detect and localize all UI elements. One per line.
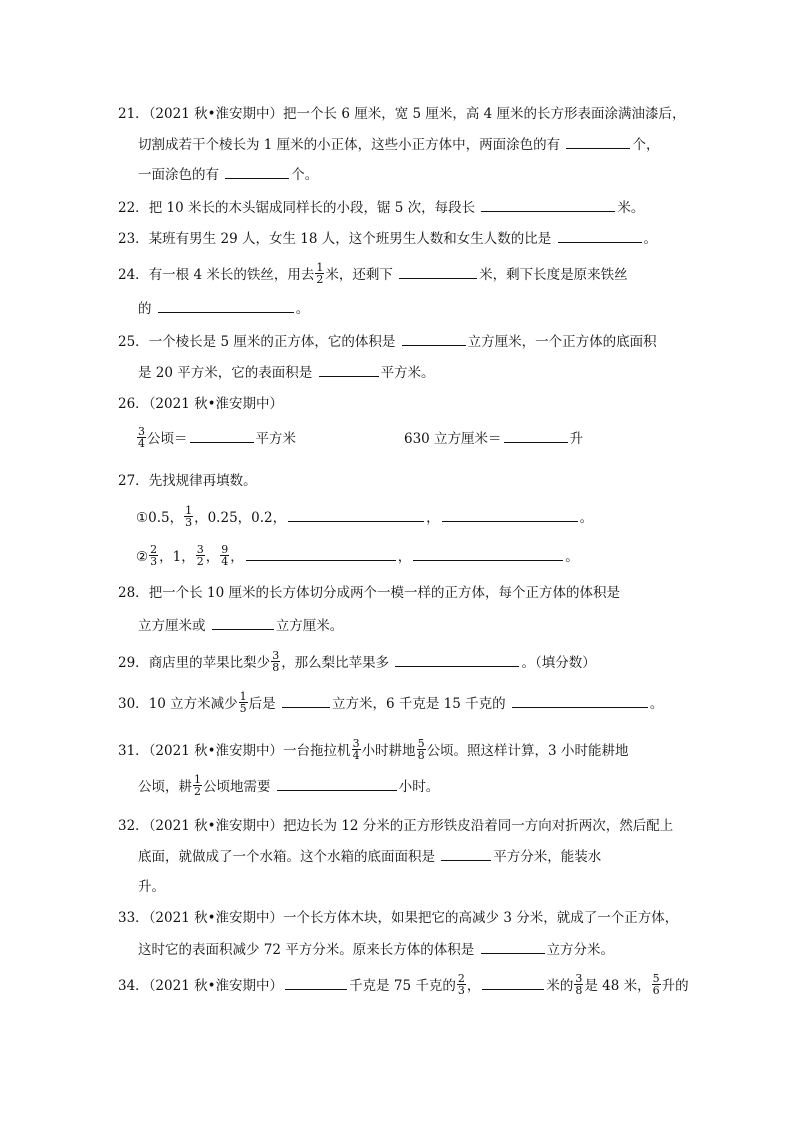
question-text: ，那么梨比苹果多 [281,655,390,671]
sequence-text: ， [205,549,220,565]
question-text: 。 [295,301,310,317]
numerator: 2 [150,543,158,556]
question-text: 米，还剩下 [325,267,393,283]
question-28-line2 [138,615,343,636]
fraction [239,691,248,714]
denominator: 6 [652,984,660,997]
question-text: 小时。 [398,779,440,795]
question-text: 公顷地需要 [203,779,271,795]
sequence-text: 0.5， [148,510,184,526]
answer-blank[interactable] [399,264,477,279]
denominator: 8 [272,661,280,674]
question-text: 有一根 4 米长的铁丝，用去 [148,267,315,283]
question-26 [118,394,283,414]
question-number: 26． [118,396,149,412]
question-text: ， [466,978,481,994]
question-33-line1 [118,908,678,928]
question-28-line1 [118,583,620,603]
question-text: 630 立方厘米＝ [404,431,502,447]
fraction [149,544,158,567]
sequence-text: 。 [579,510,594,526]
answer-blank[interactable] [512,693,648,708]
question-text: 立方米，6 千克是 15 千克的 [331,696,506,712]
question-21-line3 [138,164,318,185]
question-text: 。 [643,231,658,247]
question-number: 30． [118,696,149,712]
question-31-line1 [118,737,629,763]
question-number: 33． [118,910,149,926]
sequence-text: ， [426,510,440,526]
denominator: 3 [457,984,465,997]
question-text: 公顷。照这样计算，3 小时能耕地 [426,743,629,759]
denominator: 4 [221,555,229,568]
question-text: 的 [138,301,152,317]
question-25-line1 [118,331,657,352]
denominator: 4 [138,437,145,450]
answer-blank[interactable] [246,546,396,561]
question-27 [118,471,257,491]
fraction [196,544,205,567]
question-25-line2 [138,362,435,383]
question-text: 立方厘米，一个正方体的底面积 [467,334,657,350]
denominator: 8 [575,984,583,997]
answer-blank[interactable] [282,693,330,708]
denominator: 4 [352,749,360,762]
question-number: 25． [118,334,149,350]
question-text: 千克是 75 千克的 [349,978,456,994]
denominator: 3 [150,555,158,568]
fraction [184,505,193,528]
question-number: 23． [118,231,149,247]
answer-blank[interactable] [395,652,519,667]
question-21-line2 [138,134,659,155]
answer-blank[interactable] [288,507,424,522]
question-21-line1 [118,104,686,124]
numerator: 1 [185,504,193,517]
answer-blank[interactable] [190,428,254,443]
question-text: 升的 [661,978,689,994]
question-number: 21． [118,106,149,122]
question-text: 是 48 米， [584,978,651,994]
question-text: （2021 秋•淮安期中）把边长为 12 分米的正方形铁皮沿着同一方向对折两次，然后配上 [148,818,674,834]
question-text: 一个棱长是 5 厘米的正方体，它的体积是 [148,334,396,350]
answer-blank[interactable] [158,298,294,313]
sequence-text: ， [397,549,412,565]
sequence-text: ， [230,549,244,565]
numerator: 3 [138,425,145,438]
question-number: 32． [118,818,149,834]
question-text: 一面涂色的有 [138,167,219,183]
question-text: 立方分米。 [546,942,615,958]
question-24-line2 [138,298,309,319]
question-text: （2021 秋•淮安期中）把一个长 6 厘米，宽 5 厘米，高 4 厘米的长方形表面涂满油漆后， [148,106,686,122]
question-text: 把一个长 10 厘米的长方体切分成两个一模一样的正方体，每个正方体的体积是 [148,585,620,601]
question-24-line1 [118,261,628,287]
fraction [220,544,229,567]
question-34 [118,972,689,998]
denominator: 2 [316,273,324,286]
question-text: 小时耕地 [361,743,416,759]
question-text: 后是 [248,696,276,712]
question-text: 个， [632,137,660,153]
question-30 [118,690,664,716]
question-text: 10 立方米减少 [148,696,238,712]
question-23 [118,228,657,249]
numerator: 9 [221,543,229,556]
denominator: 8 [417,749,425,762]
fraction [417,738,426,761]
numerator: 2 [457,972,465,985]
question-number: 34． [118,978,149,994]
denominator: 5 [239,702,247,715]
sequence-text: 。 [565,549,579,565]
question-text: 平方米。 [380,365,435,381]
question-text: 公顷＝ [147,431,188,447]
answer-blank[interactable] [481,939,545,954]
answer-blank[interactable] [481,197,615,212]
question-text: 米，剩下长度是原来铁丝 [479,267,628,283]
fraction [315,262,324,285]
question-text: 商店里的苹果比梨少 [148,655,271,671]
sequence-label: ② [136,549,149,565]
numerator: 1 [239,690,247,703]
denominator: 2 [196,555,204,568]
fraction [652,973,661,996]
question-text: 是 20 平方米，它的表面积是 [138,365,313,381]
answer-blank[interactable] [212,615,274,630]
answer-blank[interactable] [225,164,289,179]
fraction [352,738,361,761]
answer-blank[interactable] [441,846,491,861]
question-text: 底面，就做成了一个水箱。这个水箱的底面面积是 [138,849,435,865]
question-text: 立方厘米。 [275,618,344,634]
question-number: 28． [118,585,149,601]
question-26-left [136,425,296,451]
question-number: 22． [118,200,149,216]
fraction [457,973,466,996]
question-text: 把 10 米长的木头锯成同样长的小段，锯 5 次，每段长 [148,200,476,216]
question-source: （2021 秋•淮安期中） [148,396,284,412]
question-27-sequence-2 [136,543,579,569]
fraction [271,650,280,673]
numerator: 1 [316,261,324,274]
question-text: （2021 秋•淮安期中）一个长方体木块，如果把它的高减少 3 分米，就成了一个正方体， [148,910,679,926]
numerator: 3 [352,737,360,750]
numerator: 3 [575,972,583,985]
question-text: 米。 [617,200,645,216]
question-text: 平方米 [255,431,296,447]
answer-blank[interactable] [402,331,466,346]
numerator: 3 [196,543,204,556]
question-text: 米的 [546,978,574,994]
sequence-label: ① [136,510,149,526]
question-text: 个。 [291,167,319,183]
question-33-line2 [138,939,614,960]
question-32-line3 [138,877,165,897]
denominator: 3 [185,516,193,529]
question-number: 29． [118,655,149,671]
fraction [574,973,583,996]
question-text: 某班有男生 29 人，女生 18 人，这个班男生人数和女生人数的比是 [148,231,552,247]
answer-blank[interactable] [558,228,642,243]
sequence-text: ，1， [159,549,195,565]
question-text: 。 [649,696,664,712]
answer-blank[interactable] [413,546,563,561]
question-27-sequence-1 [136,504,594,530]
question-text: 立方厘米或 [138,618,206,634]
question-source: （2021 秋•淮安期中） [148,978,284,994]
question-29 [118,649,596,675]
question-32-line1 [118,816,673,836]
answer-blank[interactable] [285,975,347,990]
answer-blank[interactable] [277,776,397,791]
question-text: 升。 [138,879,165,895]
question-text: 先找规律再填数。 [148,473,257,489]
question-text: 切割成若干个棱长为 1 厘米的小正体，这些小正方体中，两面涂色的有 [138,137,561,153]
question-32-line2 [138,846,601,867]
question-text: 。（填分数） [521,655,596,671]
question-31-line2 [138,773,440,799]
answer-blank[interactable] [482,975,544,990]
question-text: 平方分米，能装水 [493,849,602,865]
question-number: 24． [118,267,149,283]
question-26-right [404,428,583,449]
answer-blank[interactable] [566,134,630,149]
question-text: 这时它的表面积减少 72 平方分米。原来长方体的体积是 [138,942,475,958]
numerator: 5 [652,972,660,985]
question-22 [118,197,644,218]
question-number: 27． [118,473,149,489]
question-number: 31． [118,743,149,759]
answer-blank[interactable] [442,507,578,522]
denominator: 2 [194,785,201,798]
numerator: 3 [272,649,280,662]
numerator: 1 [194,773,201,786]
fraction [193,774,202,797]
question-text: 公顷，耕 [138,779,192,795]
question-text: 升 [569,431,584,447]
fraction [137,426,146,449]
answer-blank[interactable] [319,362,379,377]
question-text: （2021 秋•淮安期中）一台拖拉机 [148,743,351,759]
answer-blank[interactable] [504,428,568,443]
sequence-text: ，0.25，0.2， [194,510,287,526]
numerator: 5 [417,737,425,750]
